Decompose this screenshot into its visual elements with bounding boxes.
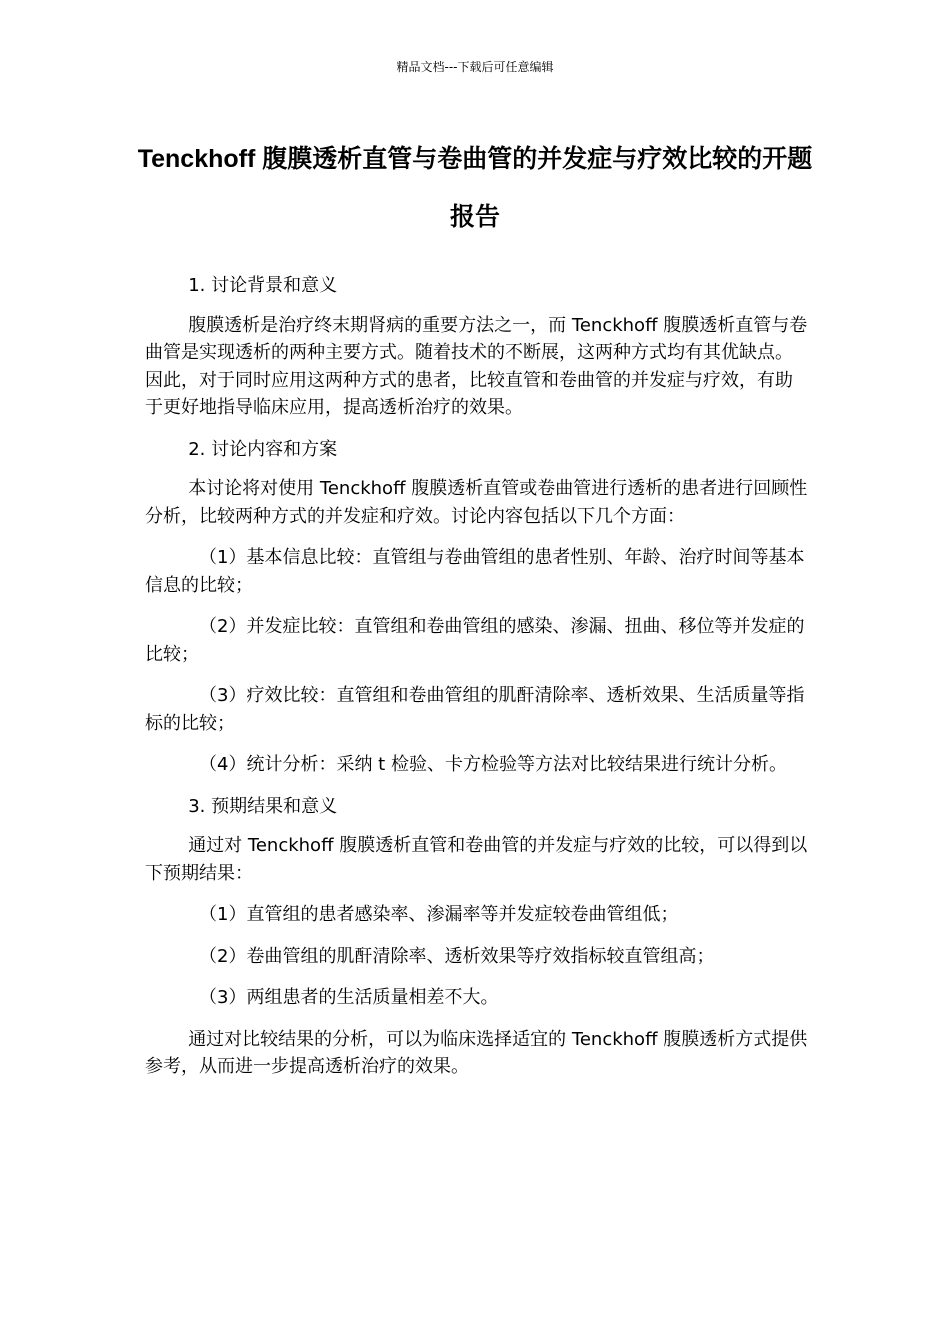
section-2-item-3: （3）疗效比较：直管组和卷曲管组的肌酐清除率、透析效果、生活质量等指标的比较； bbox=[145, 685, 805, 734]
section-2-item-2: （2）并发症比较：直管组和卷曲管组的感染、渗漏、扭曲、移位等并发症的比较； bbox=[145, 616, 805, 665]
section-3-heading: 3. 预期结果和意义 bbox=[188, 795, 338, 817]
section-2-heading: 2. 讨论内容和方案 bbox=[188, 438, 338, 460]
section-3-paragraph: 通过对 Tenckhoff 腹膜透析直管和卷曲管的并发症与疗效的比较，可以得到以下预期结果： bbox=[145, 835, 808, 884]
section-3-item-2: （2）卷曲管组的肌酐清除率、透析效果等疗效指标较直管组高； bbox=[199, 945, 715, 967]
section-1-heading: 1. 讨论背景和意义 bbox=[188, 275, 338, 296]
section-2-item-4: （4）统计分析：采纳 t 检验、卡方检验等方法对比较结果进行统计分析。 bbox=[199, 754, 787, 775]
section-1-paragraph: 腹膜透析是治疗终末期肾病的重要方法之一，而 Tenckhoff 腹膜透析直管与卷曲管是实现透析的两种主要方式。随着技术的不断展，这两种方式均有其优缺点。因此，对于同时应用这两种方式的患者，比较直管和卷曲管的并发症与疗效，有助于更好地指导临床应用，提高透析治疗的效果。 bbox=[145, 314, 808, 418]
section-3-item-3: （3）两组患者的生活质量相差不大。 bbox=[199, 987, 499, 1008]
section-3-closing: 通过对比较结果的分析，可以为临床选择适宜的 Tenckhoff 腹膜透析方式提供参考，从而进一步提高透析治疗的效果。 bbox=[145, 1028, 808, 1077]
document-title: Tenckhoff 腹膜透析直管与卷曲管的并发症与疗效比较的开题报告 bbox=[137, 145, 813, 231]
page-header-note: 精品文档---下载后可任意编辑 bbox=[396, 60, 554, 74]
document-body bbox=[145, 272, 810, 1095]
section-3-item-1: （1）直管组的患者感染率、渗漏率等并发症较卷曲管组低； bbox=[199, 904, 679, 925]
section-2-paragraph: 本讨论将对使用 Tenckhoff 腹膜透析直管或卷曲管进行透析的患者进行回顾性分析，比较两种方式的并发症和疗效。讨论内容包括以下几个方面： bbox=[145, 478, 808, 527]
section-2-item-1: （1）基本信息比较：直管组与卷曲管组的患者性别、年龄、治疗时间等基本信息的比较； bbox=[145, 547, 805, 596]
